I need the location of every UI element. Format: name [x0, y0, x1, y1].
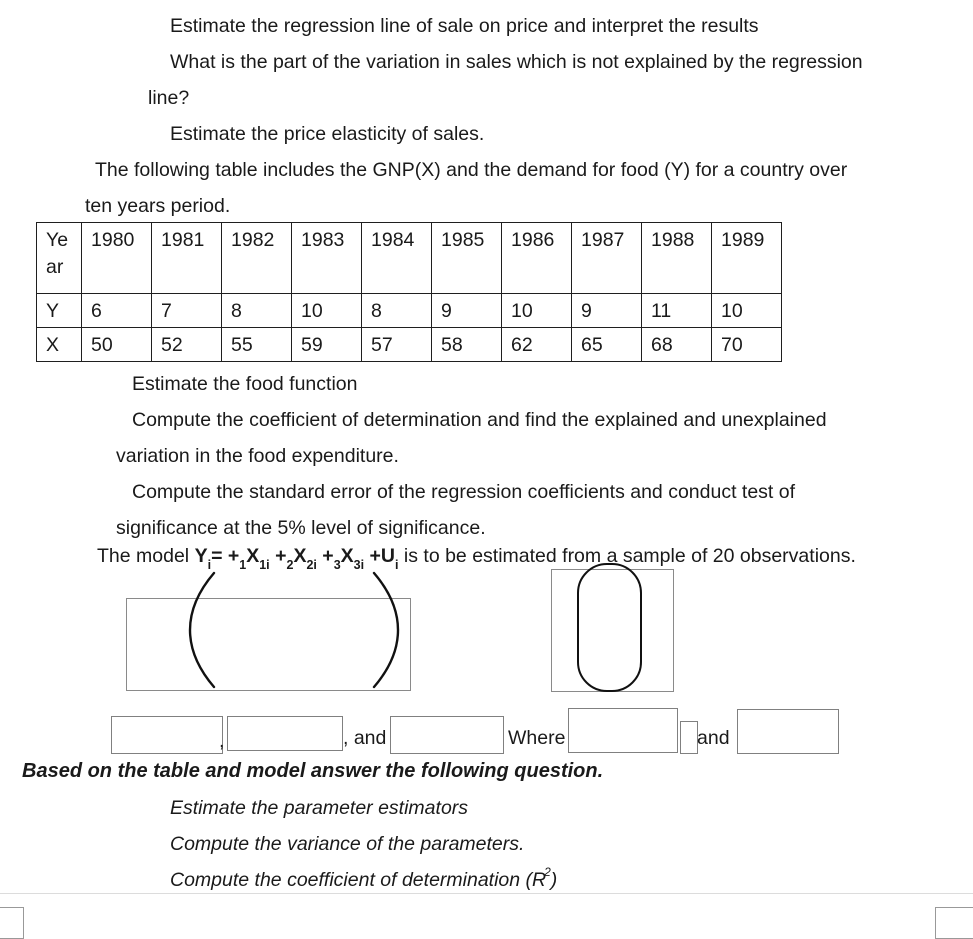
question-food-function: Estimate the food function: [132, 373, 358, 395]
table-cell: 7: [152, 294, 222, 328]
formula-term: $Y_i$: [194, 545, 212, 572]
answer-box-5[interactable]: [737, 709, 839, 754]
table-cell: 8: [362, 294, 432, 328]
table-cell: 1987: [572, 223, 642, 294]
comma-separator: ,: [219, 730, 225, 752]
table-cell: 1984: [362, 223, 432, 294]
table-row: [37, 294, 782, 328]
question-r2-line-1: Compute the coefficient of determination and find the explained and unexplained: [132, 409, 827, 431]
table-cell: 1981: [152, 223, 222, 294]
bottom-left-placeholder: [0, 907, 24, 939]
table-cell: 62: [502, 328, 572, 362]
model-suffix: is to be estimated from a sample of 20 observations.: [398, 545, 856, 567]
table-cell: 52: [152, 328, 222, 362]
gnp-food-table-body: [37, 223, 782, 362]
matrix-parentheses-icon: [183, 570, 405, 690]
answer-box-1[interactable]: [111, 716, 223, 754]
bottom-right-placeholder: [935, 907, 973, 939]
where-label: Where: [508, 727, 566, 749]
table-cell: 1988: [642, 223, 712, 294]
table-cell: 70: [712, 328, 782, 362]
table-cell: 9: [432, 294, 502, 328]
question-stderr-line-2: significance at the 5% level of significance.: [116, 517, 486, 539]
question-stderr-line-1: Compute the standard error of the regression coefficients and conduct test of: [132, 481, 796, 503]
formula-term: $+_2$: [269, 545, 294, 572]
table-cell: 6: [82, 294, 152, 328]
table-row: [37, 328, 782, 362]
table-cell: 50: [82, 328, 152, 362]
answer-box-2[interactable]: [227, 716, 343, 751]
table-cell: 55: [222, 328, 292, 362]
r-squared-superscript: 2: [544, 865, 551, 879]
question-variation-line-2: line?: [148, 87, 190, 109]
question-determination: [170, 865, 558, 894]
table-cell: 8: [222, 294, 292, 328]
answer-box-4[interactable]: [568, 708, 678, 753]
question-regression-line: Estimate the regression line of sale on price and interpret the results: [170, 15, 759, 37]
model-prefix: The model: [97, 545, 195, 567]
table-cell: 65: [572, 328, 642, 362]
table-cell: 10: [712, 294, 782, 328]
model-formula: [194, 545, 399, 572]
gnp-food-table: [36, 222, 782, 362]
question-estimators: Estimate the parameter estimators: [170, 797, 469, 819]
table-cell: 10: [502, 294, 572, 328]
table-cell: 1989: [712, 223, 782, 294]
table-cell: 1985: [432, 223, 502, 294]
table-cell: X: [37, 328, 82, 362]
question-determination-text: Compute the coefficient of determination (R: [170, 869, 547, 891]
table-cell: Y: [37, 294, 82, 328]
table-cell: 11: [642, 294, 712, 328]
question-variance: Compute the variance of the parameters.: [170, 833, 525, 855]
table-cell: 1982: [222, 223, 292, 294]
table-cell: 9: [572, 294, 642, 328]
table-cell: 59: [292, 328, 362, 362]
question-variation-line-1: What is the part of the variation in sales which is not explained by the regression: [170, 51, 863, 73]
table-cell: 57: [362, 328, 432, 362]
table-cell: Year: [37, 223, 82, 294]
table-cell: 1986: [502, 223, 572, 294]
formula-term: $+U_i$: [364, 545, 399, 572]
table-cell: 68: [642, 328, 712, 362]
table-cell: 58: [432, 328, 502, 362]
and-label: and: [697, 727, 730, 749]
table-cell: 10: [292, 294, 362, 328]
question-elasticity: Estimate the price elasticity of sales.: [170, 123, 485, 145]
table-cell: 1983: [292, 223, 362, 294]
table-cell: 1980: [82, 223, 152, 294]
formula-term: $X_{2i}$: [293, 545, 317, 572]
table-intro-line-1: The following table includes the GNP(X) and the demand for food (Y) for a country over: [95, 159, 848, 181]
vector-bracket-icon: [577, 563, 642, 692]
formula-term: =: [211, 545, 228, 567]
page-break-line: [0, 893, 973, 894]
question-r2-line-2: variation in the food expenditure.: [116, 445, 399, 467]
comma-and-label: , and: [343, 727, 387, 749]
question-determination-close: ): [550, 869, 558, 891]
formula-term: $X_{1i}$: [246, 545, 270, 572]
formula-term: $+_1$: [227, 545, 247, 572]
answer-box-3[interactable]: [390, 716, 504, 754]
formula-term: $X_{3i}$: [340, 545, 365, 572]
answer-box-small[interactable]: [680, 721, 698, 754]
model-statement: [97, 544, 856, 572]
formula-term: $+_3$: [316, 545, 341, 572]
table-intro-line-2: ten years period.: [85, 195, 231, 217]
section-heading: Based on the table and model answer the following question.: [22, 760, 604, 782]
table-row: [37, 223, 782, 294]
